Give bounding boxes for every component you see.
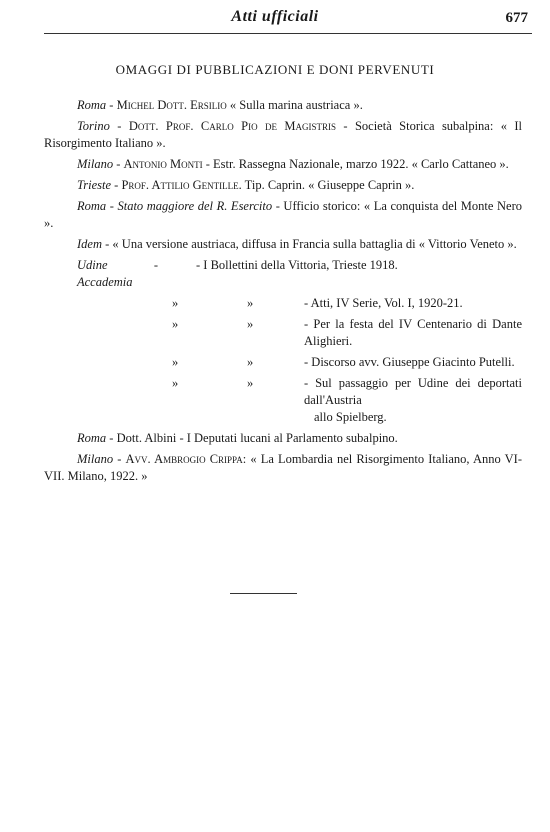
page-number: 677: [505, 10, 528, 26]
entry-donor: Antonio Monti: [123, 157, 203, 171]
ditto-mark: »: [247, 317, 254, 331]
udine-item-text: - Atti, IV Serie, Vol. I, 1920-21.: [304, 296, 463, 310]
entry-work: - Estr. Rassegna Nazionale, marzo 1922. « Carlo Cattaneo ».: [202, 157, 509, 171]
entry: Milano - Antonio Monti - Estr. Rassegna Nazionale, marzo 1922. « Carlo Cattaneo ».: [77, 157, 509, 171]
entry-work: « Una versione austriaca, diffusa in Francia sulla battaglia di « Vittorio Veneto ».: [112, 237, 517, 251]
entry-work: - Società Storica subalpina: « Il Risorgimento Italiano ».: [44, 119, 522, 150]
entry-place: Roma: [77, 199, 107, 213]
entry-place: Trieste: [77, 178, 112, 192]
entry-place: Torino: [77, 119, 110, 133]
entry-donor: Michel Dott. Ersilio: [116, 98, 227, 112]
entry: Roma - Stato maggiore del R. Esercito - Ufficio storico: « La conquista del Monte Nero ».: [44, 199, 522, 230]
entry-place: Idem: [77, 237, 102, 251]
ditto-mark: »: [247, 296, 254, 310]
section-title: OMAGGI DI PUBBLICAZIONI E DONI PERVENUTI: [115, 62, 435, 77]
entry-donor: Dott. Prof. Carlo Pio de Magistris: [128, 119, 336, 133]
entry: Idem - « Una versione austriaca, diffusa in Francia sulla battaglia di « Vittorio Veneto ».: [77, 237, 517, 251]
header-rule: [44, 33, 532, 34]
ditto-mark: »: [172, 296, 179, 310]
udine-item: [44, 375, 522, 426]
entry-donor: Prof. Attilio Gentille.: [121, 178, 242, 192]
entry-donor: Dott. Albini: [116, 431, 177, 445]
entry: Milano - Avv. Ambrogio Crippa: « La Lombardia nel Risorgimento Italiano, Anno VI-VII. Milano, 1922. »: [44, 452, 522, 483]
udine-item: [44, 295, 522, 312]
udine-item-continuation: allo Spielberg.: [314, 410, 387, 424]
entry-work: - I Deputati lucani al Parlamento subalpino.: [176, 431, 398, 445]
entry-place: Roma: [77, 98, 107, 112]
udine-donor: Accademia: [77, 275, 133, 289]
entry-donor: Avv. Ambrogio Crippa: [125, 452, 243, 466]
ditto-mark: »: [247, 355, 254, 369]
ditto-mark: »: [172, 376, 179, 390]
entry-work: Tip. Caprin. « Giuseppe Caprin ».: [241, 178, 415, 192]
udine-item-text: - Discorso avv. Giuseppe Giacinto Putelli.: [304, 355, 515, 369]
entry-donor: Stato maggiore del R. Esercito: [117, 199, 273, 213]
entry-work: - Ufficio storico: « La conquista del Monte Nero ».: [44, 199, 522, 230]
entry-list: [44, 97, 522, 489]
entry-work: : « La Lombardia nel Risorgimento Italiano, Anno VI-VII. Milano, 1922. »: [44, 452, 522, 483]
entry-place: Milano: [77, 452, 114, 466]
ditto-mark: »: [172, 355, 179, 369]
udine-item-text: - I Bollettini della Vittoria, Trieste 1918.: [196, 258, 398, 272]
entry-work: « Sulla marina austriaca ».: [226, 98, 363, 112]
entry: Roma - Dott. Albini - I Deputati lucani al Parlamento subalpino.: [77, 431, 398, 445]
closing-rule: [230, 593, 297, 594]
udine-item: [44, 316, 522, 350]
udine-item-text: - Sul passaggio per Udine dei deportati dall'Austria allo Spielberg.: [304, 376, 522, 424]
entry-place: Roma: [77, 431, 107, 445]
running-title: Atti ufficiali: [231, 8, 319, 25]
udine-item-text: - Per la festa del IV Centenario di Dante Alighieri.: [304, 317, 522, 348]
udine-item: [44, 354, 522, 371]
udine-item: [44, 257, 522, 291]
running-head: [0, 8, 550, 32]
udine-place: Udine - Accademia: [77, 258, 158, 289]
entry-place: Milano: [77, 157, 114, 171]
entry: Roma - Michel Dott. Ersilio « Sulla marina austriaca ».: [77, 98, 363, 112]
entry: Trieste - Prof. Attilio Gentille. Tip. Caprin. « Giuseppe Caprin ».: [77, 178, 415, 192]
ditto-mark: »: [172, 317, 179, 331]
entry: Torino - Dott. Prof. Carlo Pio de Magistris - Società Storica subalpina: « Il Risorgimento Italiano ».: [44, 119, 522, 150]
ditto-mark: »: [247, 376, 254, 390]
